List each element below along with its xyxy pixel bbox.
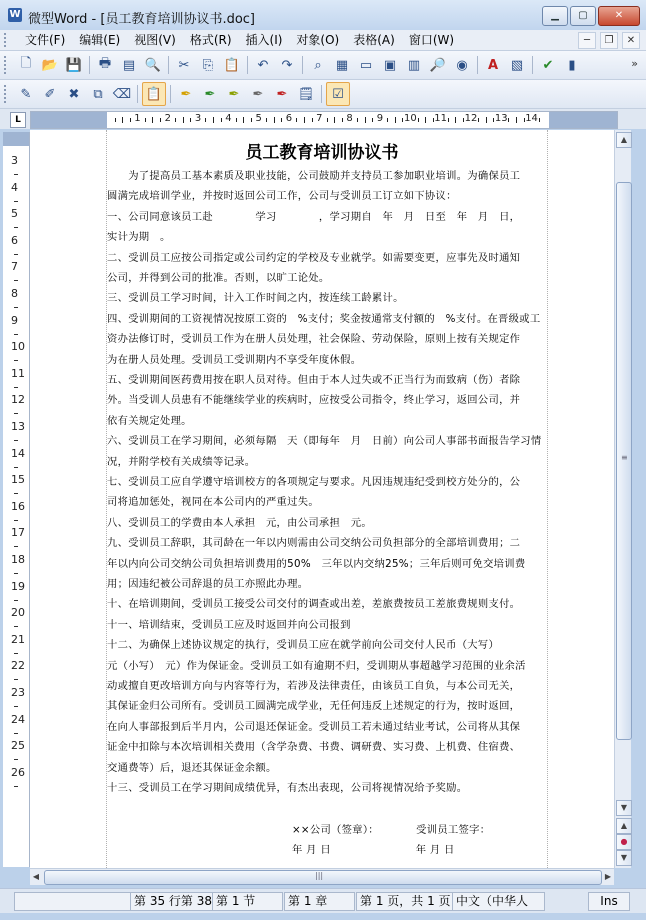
standard-toolbar (0, 51, 646, 80)
print-preview-icon[interactable]: 🔍 (144, 57, 162, 73)
document-line: 元（小写） 元）作为保证金。受训员工如有逾期不归，受训期从事超越学习范围的业余活 (107, 659, 526, 672)
paste-icon[interactable]: 📋 (223, 57, 241, 73)
document-line: 八、受训员工的学费由本人承担 元，由公司承担 元。 (107, 516, 372, 529)
ruler-number: 13 (11, 420, 25, 433)
document-line: 在向人事部报到后半月内，公司退还保证金。受训员工若未通过结业考试，公司将从其保 (107, 720, 521, 733)
ruler-number: 6 (285, 113, 293, 124)
ruler-number: 26 (11, 765, 25, 779)
scroll-right-button[interactable]: ▶ (604, 872, 612, 881)
maximize-button[interactable]: ▢ (570, 6, 596, 26)
menu-object[interactable]: 对象(O) (296, 33, 340, 47)
redo-icon[interactable]: ↷ (281, 57, 293, 73)
columns-icon[interactable]: ▥ (407, 57, 421, 73)
document-line: 年以内向公司交纳公司负担培训费用的50% 三年以内交纳25%；三年后则可免交培训费 (107, 557, 526, 570)
vertical-scrollbar[interactable] (614, 130, 631, 868)
font-color-icon[interactable]: A (487, 57, 499, 73)
status-section: 第 1 节 (212, 892, 283, 911)
document-line: 况，并附学校有关成绩等记录。 (107, 455, 256, 468)
document-line: 五、受训期间医药费用按在职人员对待。但由于本人过失或不正当行为而致病（伤）者除 (107, 374, 521, 386)
revision-toolbar (0, 80, 646, 109)
horizontal-ruler[interactable] (30, 111, 618, 129)
doc-close-button[interactable]: ✕ (622, 32, 640, 49)
document-line: 十二、为确保上述协议规定的执行，受训员工应在就学前向公司交付人民币（大写） (107, 639, 500, 652)
note-icon[interactable]: 🗒 (297, 86, 315, 102)
menu-view[interactable]: 视图(V) (134, 33, 176, 47)
pdf-icon[interactable]: ▤ (122, 57, 136, 73)
document-area[interactable] (30, 130, 614, 868)
edit-icon[interactable]: ✐ (44, 86, 56, 102)
new-icon[interactable]: 🗋 (20, 56, 32, 71)
document-line: 其保证金归公司所有。受训员工圆满完成学业，无任何违反上述规定的行为，按时返回， (107, 700, 521, 713)
document-line: 九、受训员工辞职，其司龄在一年以内则需由公司交纳公司负担部分的全部培训费用；二 (107, 537, 521, 550)
vertical-ruler[interactable] (3, 132, 30, 867)
document-line: 动或擅自更改培训方向与内容等行为，若涉及法律责任，由该员工自负，与本公司无关， (107, 680, 521, 692)
ruler-number: 10 (11, 340, 25, 354)
ruler-number: 22 (11, 659, 25, 673)
menu-table[interactable]: 表格(A) (353, 33, 395, 47)
save-icon[interactable]: 💾 (65, 57, 83, 73)
document-line: 实计为期 。 (107, 231, 171, 244)
ruler-number: 9 (11, 313, 18, 327)
ruler-number: 3 (11, 154, 18, 167)
browse-object-icon[interactable]: ● (616, 834, 632, 850)
status-chapter: 第 1 章 (284, 892, 355, 911)
document-title: 员工教育培训协议书 (245, 143, 399, 163)
menu-grip[interactable] (4, 33, 12, 47)
document-page[interactable] (30, 130, 614, 868)
ruler-number: 9 (376, 113, 384, 124)
menu-file[interactable]: 文件(F) (25, 33, 66, 47)
toolbar-overflow-icon[interactable]: » (631, 57, 638, 70)
previous-page-icon[interactable]: ▲ (616, 818, 632, 834)
status-language: 中文（中华人 (452, 892, 545, 911)
color-wheel-icon[interactable]: ◉ (456, 57, 468, 73)
menu-format[interactable]: 格式(R) (189, 33, 232, 47)
document-line: 二、受训员工应按公司指定或公司约定的学校及专业就学。如需要变更，应事先及时通知 (107, 251, 521, 264)
ruler-number: 15 (11, 473, 25, 487)
document-line: 四、受训期间的工资视情况按原工资的 %支付；奖金按通常支付额的 %支付。在晋级或工 (107, 312, 541, 325)
document-line: 六、受训员工在学习期间，必须每隔 天（即每年 月 日前）向公司人事部书面报告学习情 (107, 435, 542, 448)
document-line: 一、公司同意该员工赴 学习 ，学习期自 年 月 日至 年 月 日， (107, 210, 521, 223)
ruler-number: 3 (194, 113, 202, 124)
document-line: 十、在培训期间，受训员工接受公司交付的调查或出差，差旅费按员工差旅费规则支付。 (107, 598, 521, 611)
document-line: 为了提高员工基本素质及职业技能，公司鼓励并支持员工参加职业培训。为确保员工 (107, 170, 521, 182)
ruler-number: 24 (11, 712, 25, 726)
ruler-number: 23 (11, 686, 25, 699)
ruler-number: 19 (11, 579, 25, 593)
ruler-row (0, 109, 646, 129)
chart-icon[interactable]: ▮ (568, 57, 576, 73)
ruler-number: 5 (11, 207, 18, 221)
scroll-down-button[interactable]: ▼ (616, 800, 632, 816)
picture-icon[interactable]: ▧ (510, 57, 524, 73)
page-number-icon[interactable]: ▦ (335, 57, 349, 73)
document-line: 公司，并得到公司的批准。否则，以旷工论处。 (107, 272, 330, 284)
layers-icon[interactable]: ⧉ (93, 86, 103, 102)
doc-minimize-button[interactable]: ─ (578, 32, 596, 49)
pen-lime-icon[interactable]: ✒ (228, 86, 240, 102)
minimize-button[interactable]: ▁ (542, 6, 568, 26)
word-app-icon: W (9, 9, 21, 20)
menu-edit[interactable]: 编辑(E) (79, 33, 121, 47)
ruler-number: 13 (494, 113, 508, 124)
ruler-number: 8 (346, 113, 353, 124)
document-line: 依有关规定处理。 (107, 414, 192, 427)
menu-bar (0, 30, 646, 51)
ruler-number: 16 (11, 499, 25, 513)
status-cell-blank (14, 892, 131, 911)
clipboard-icon[interactable]: 📋 (142, 82, 166, 106)
document-line: 十一、培训结束，受训员工应及时返回并向公司报到 (107, 618, 351, 631)
menu-window[interactable]: 窗口(W) (408, 33, 455, 47)
cut-icon[interactable]: ✂ (178, 57, 190, 73)
horizontal-scroll-thumb[interactable]: ||| (44, 870, 602, 885)
doc-restore-button[interactable]: ❐ (600, 32, 618, 49)
ruler-number: 11 (11, 366, 25, 380)
title-bar (0, 0, 646, 31)
horizontal-scrollbar[interactable] (30, 868, 614, 885)
scroll-left-button[interactable]: ◀ (32, 872, 40, 881)
ruler-number: 14 (525, 113, 538, 124)
close-button[interactable]: ✕ (598, 6, 640, 26)
rename-icon[interactable]: ⌫ (112, 86, 132, 102)
ruler-number: 5 (255, 113, 262, 124)
ruler-number: 12 (464, 113, 478, 124)
ruler-number: 12 (11, 393, 25, 407)
ruler-number: 17 (11, 526, 25, 540)
document-line: 三、受训员工学习时间，计入工作时间之内，按连续工龄累计。 (107, 292, 404, 305)
document-line: 外。当受训人员患有不能继续学业的疾病时，应按受公司指令，终止学习，返回公司，并 (107, 394, 521, 407)
ruler-number: 2 (164, 113, 171, 124)
document-line: 用；因违纪被公司辞退的员工亦照此办理。 (107, 578, 309, 590)
scroll-up-button[interactable]: ▲ (616, 132, 632, 148)
ruler-number: 8 (11, 287, 18, 300)
pen-green-icon[interactable]: ✒ (204, 86, 216, 102)
pen-yellow-icon[interactable]: ✒ (180, 86, 192, 102)
menu-insert[interactable]: 插入(I) (245, 33, 283, 47)
ruler-number: 20 (11, 606, 25, 620)
ruler-number: 11 (434, 113, 448, 124)
signature-line: ××公司（签章）： 受训员工签字： (292, 824, 491, 836)
ruler-number: 25 (11, 739, 25, 753)
ruler-number: 21 (11, 632, 25, 646)
toolbar-grip[interactable] (4, 85, 10, 103)
document-line: 司将追加惩处，视同在本公司内的严重过失。 (107, 496, 319, 509)
document-line: 交通费等）后，退还其保证金余额。 (107, 761, 277, 774)
ruler-number: 10 (404, 113, 417, 124)
ruler-number: 4 (11, 180, 18, 194)
ruler-number: 7 (316, 113, 323, 124)
undo-icon[interactable]: ↶ (257, 57, 269, 73)
pen-outline-icon[interactable]: ✒ (252, 86, 264, 102)
document-line: 为在册人员处理。受训员工受训期内不享受年度休假。 (107, 353, 362, 366)
date-line: 年 月 日 年 月 日 (292, 844, 455, 856)
ruler-number: 7 (11, 260, 18, 274)
text-box-icon[interactable]: ▭ (359, 57, 373, 73)
zoom-icon[interactable]: 🔎 (429, 57, 447, 73)
ruler-number: 14 (11, 446, 25, 460)
ruler-number: 1 (134, 113, 141, 124)
status-line-column: 第 35 行第 38 (130, 892, 213, 911)
print-icon[interactable]: 🖶 (98, 56, 112, 71)
status-insert-mode[interactable]: Ins (588, 892, 630, 911)
ruler-number: 4 (225, 113, 232, 124)
status-page: 第 1 页，共 1 页 (356, 892, 453, 911)
document-line: 十三、受训员工在学习期间成绩优异，有杰出表现，公司将视情况给予奖励。 (107, 782, 468, 794)
delete-icon[interactable]: ✖ (68, 86, 80, 102)
find-icon[interactable]: ⌕ (314, 57, 322, 73)
ruler-number: 6 (11, 233, 18, 247)
document-line: 七、受训员工应自学遵守培训校方的各项规定与要求。凡因违规违纪受到校方处分的，公 (107, 476, 521, 488)
checklist-icon[interactable]: ☑ (326, 82, 350, 106)
ruler-number: 18 (11, 553, 25, 566)
window-title: 微型Word - [员工教育培训协议书.doc] (28, 12, 255, 27)
next-page-icon[interactable]: ▼ (616, 850, 632, 866)
spell-check-icon[interactable]: ✔ (542, 57, 554, 73)
copy-icon[interactable]: ⎘ (202, 57, 214, 73)
open-icon[interactable]: 📂 (41, 57, 59, 73)
status-bar (0, 888, 646, 913)
document-line: 证金中扣除与本次培训相关费用（含学杂费、书费、调研费、实习费、上机费、住宿费、 (107, 741, 521, 754)
highlight-icon[interactable]: ✎ (20, 86, 32, 102)
tab-selector[interactable]: L (10, 112, 26, 128)
frame-icon[interactable]: ▣ (383, 57, 397, 73)
toolbar-grip[interactable] (4, 56, 10, 74)
scroll-thumb[interactable]: ≡ (616, 182, 632, 740)
document-line: 圆满完成培训学业，并按时返回公司工作，公司与受训员工订立如下协议： (107, 190, 457, 203)
pen-red-icon[interactable]: ✒ (276, 86, 288, 102)
document-line: 资办法修订时，受训员工作为在册人员处理，社会保险、劳动保险，原则上按有关规定作 (107, 333, 521, 346)
